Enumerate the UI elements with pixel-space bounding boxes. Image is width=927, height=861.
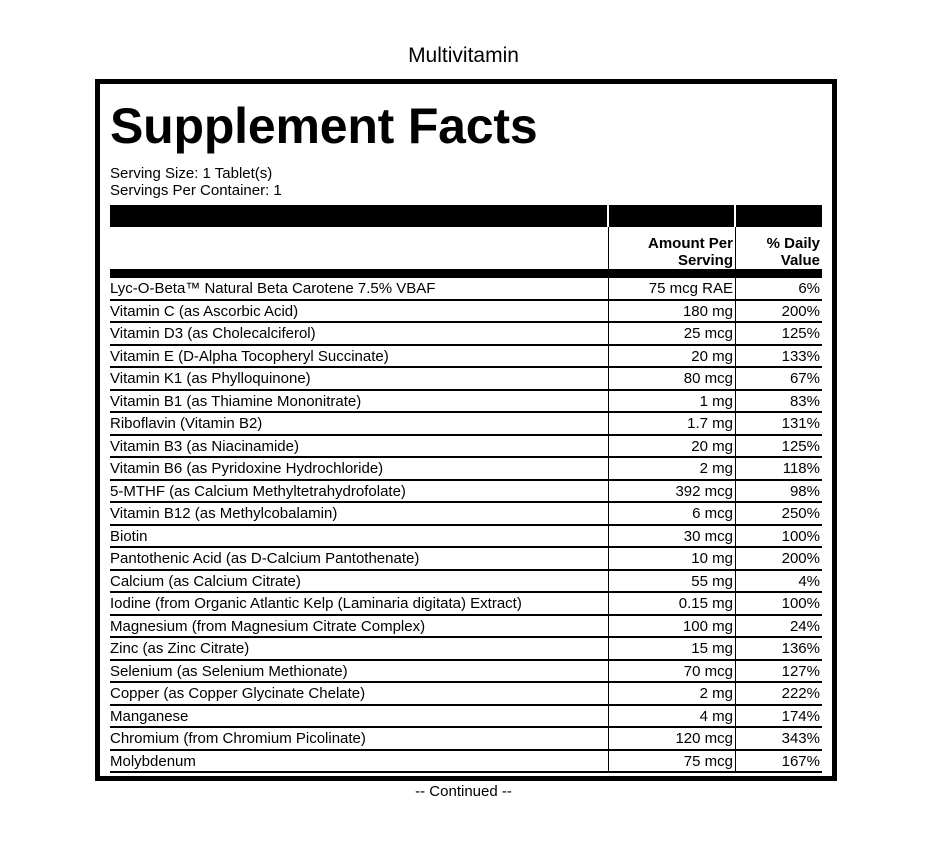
amount-header-line1: Amount Per [647,235,733,252]
ingredient-daily-value: 250% [781,505,820,522]
ingredient-daily-value: 131% [781,415,820,432]
ingredient-amount: 2 mg [699,460,733,477]
ingredient-amount: 20 mg [691,347,733,365]
ingredient-name: Vitamin B12 (as Methylcobalamin) [110,505,338,522]
row-divider [608,683,609,706]
row-divider [608,323,609,346]
ingredient-amount: 25 mcg [683,325,733,342]
row-divider [608,661,609,684]
daily-value-header [740,235,820,269]
ingredient-name: Biotin [110,527,148,545]
ingredient-amount: 70 mcg [683,662,733,680]
ingredient-name: Lyc-O-Beta™ Natural Beta Carotene 7.5% VBAF [110,280,436,297]
ingredient-amount: 2 mg [699,685,733,702]
ingredient-row [110,571,822,594]
ingredient-table [110,278,822,773]
ingredient-daily-value: 136% [781,640,820,657]
ingredient-row [110,503,822,526]
ingredient-row [110,751,822,774]
dv-header-line2: Value [780,252,820,269]
row-divider [608,481,609,504]
row-divider [735,571,736,594]
ingredient-daily-value: 100% [781,527,820,545]
ingredient-name: Zinc (as Zinc Citrate) [110,640,250,657]
row-divider [735,616,736,639]
row-divider [735,638,736,661]
row-divider [608,391,609,414]
ingredient-row [110,301,822,324]
ingredient-row [110,616,822,639]
ingredient-row [110,706,822,729]
ingredient-row [110,481,822,504]
row-divider [735,368,736,391]
ingredient-row [110,391,822,414]
ingredient-amount: 1.7 mg [687,415,733,432]
ingredient-daily-value: 133% [781,347,820,365]
row-divider [608,751,609,774]
ingredient-daily-value: 222% [781,685,820,702]
ingredient-row [110,346,822,369]
ingredient-amount: 10 mg [691,550,733,567]
ingredient-row [110,278,822,301]
ingredient-name: Vitamin D3 (as Cholecalciferol) [110,325,316,342]
ingredient-daily-value: 167% [781,752,820,770]
ingredient-row [110,413,822,436]
row-divider [608,548,609,571]
ingredient-row [110,548,822,571]
ingredient-row [110,683,822,706]
ingredient-daily-value: 24% [789,617,820,635]
ingredient-amount: 75 mcg [683,752,733,770]
row-divider [608,301,609,324]
ingredient-amount: 20 mg [691,437,733,455]
ingredient-name: Vitamin E (D-Alpha Tocopheryl Succinate) [110,347,389,365]
ingredient-name: Manganese [110,707,189,725]
ingredient-name: Selenium (as Selenium Methionate) [110,662,348,680]
row-divider [608,368,609,391]
row-divider [735,436,736,459]
ingredient-daily-value: 118% [782,460,820,477]
row-divider [735,323,736,346]
ingredient-daily-value: 127% [781,662,820,680]
row-divider [608,593,609,616]
row-divider [735,413,736,436]
row-divider [735,706,736,729]
column-divider [735,227,736,269]
row-divider [608,278,609,301]
ingredient-amount: 180 mg [682,302,733,320]
row-divider [735,278,736,301]
row-divider [608,706,609,729]
ingredient-name: Vitamin B3 (as Niacinamide) [110,437,299,455]
ingredient-row [110,728,822,751]
ingredient-name: Vitamin B6 (as Pyridoxine Hydrochloride) [110,460,384,477]
ingredient-amount: 30 mcg [683,527,733,545]
ingredient-row [110,323,822,346]
ingredient-row [110,458,822,481]
row-divider [608,638,609,661]
row-divider [735,593,736,616]
amount-header-line2: Serving [677,252,733,269]
row-divider [608,436,609,459]
ingredient-name: Riboflavin (Vitamin B2) [110,415,263,432]
ingredient-amount: 4 mg [699,707,733,725]
ingredient-name: Vitamin B1 (as Thiamine Mononitrate) [110,392,362,410]
ingredient-amount: 80 mcg [683,370,733,387]
ingredient-row [110,638,822,661]
row-divider [608,571,609,594]
row-divider [608,526,609,549]
ingredient-name: 5-MTHF (as Calcium Methyltetrahydrofolate) [110,482,406,500]
column-divider [608,227,609,269]
supplement-facts-panel [95,79,837,781]
header-bar [110,205,822,227]
row-divider [608,616,609,639]
row-divider [735,458,736,481]
continued-note: -- Continued -- [415,783,512,800]
ingredient-row [110,593,822,616]
ingredient-amount: 6 mcg [692,505,733,522]
ingredient-daily-value: 100% [781,595,820,612]
row-divider [735,548,736,571]
header-thick-rule [110,269,822,278]
row-divider [735,683,736,706]
ingredient-row [110,436,822,459]
ingredient-amount: 120 mcg [675,730,733,747]
dv-header-line1: % Daily [766,235,820,252]
ingredient-row [110,526,822,549]
row-divider [735,728,736,751]
servings-per-container: Servings Per Container: 1 [110,182,282,199]
ingredient-daily-value: 125% [781,325,820,342]
ingredient-daily-value: 6% [798,280,820,297]
ingredient-daily-value: 4% [798,572,820,590]
ingredient-daily-value: 67% [789,370,820,387]
row-divider [735,503,736,526]
product-name: Multivitamin [408,44,519,67]
row-divider [735,661,736,684]
row-divider [608,458,609,481]
row-divider [735,346,736,369]
ingredient-amount: 55 mg [691,572,733,590]
ingredient-name: Pantothenic Acid (as D-Calcium Pantothenate) [110,550,420,567]
ingredient-name: Calcium (as Calcium Citrate) [110,572,301,590]
header-bar-divider [734,205,736,227]
ingredient-daily-value: 200% [781,550,820,567]
ingredient-name: Magnesium (from Magnesium Citrate Complex) [110,617,426,635]
ingredient-amount: 1 mg [699,392,733,410]
ingredient-daily-value: 98% [789,482,820,500]
amount-per-serving-header [610,235,733,269]
ingredient-name: Vitamin C (as Ascorbic Acid) [110,302,299,320]
header-bar-divider [607,205,609,227]
panel-heading: Supplement Facts [110,98,538,154]
row-divider [608,728,609,751]
ingredient-amount: 100 mg [682,617,733,635]
ingredient-name: Copper (as Copper Glycinate Chelate) [110,685,366,702]
ingredient-daily-value: 83% [789,392,820,410]
ingredient-amount: 15 mg [691,640,733,657]
ingredient-name: Molybdenum [110,752,196,770]
row-divider [608,346,609,369]
ingredient-daily-value: 125% [781,437,820,455]
row-divider [735,526,736,549]
ingredient-daily-value: 343% [781,730,820,747]
ingredient-amount: 0.15 mg [678,595,733,612]
row-divider [735,481,736,504]
row-divider [735,301,736,324]
serving-info [110,165,282,199]
ingredient-amount: 392 mcg [675,482,733,500]
row-divider [608,413,609,436]
row-divider [735,751,736,774]
ingredient-daily-value: 200% [781,302,820,320]
ingredient-name: Chromium (from Chromium Picolinate) [110,730,366,747]
ingredient-daily-value: 174% [781,707,820,725]
ingredient-name: Iodine (from Organic Atlantic Kelp (Laminaria digitata) Extract) [110,595,522,612]
row-divider [735,391,736,414]
ingredient-amount: 75 mcg RAE [648,280,733,297]
ingredient-name: Vitamin K1 (as Phylloquinone) [110,370,311,387]
row-divider [608,503,609,526]
serving-size: Serving Size: 1 Tablet(s) [110,165,273,182]
ingredient-row [110,661,822,684]
ingredient-row [110,368,822,391]
